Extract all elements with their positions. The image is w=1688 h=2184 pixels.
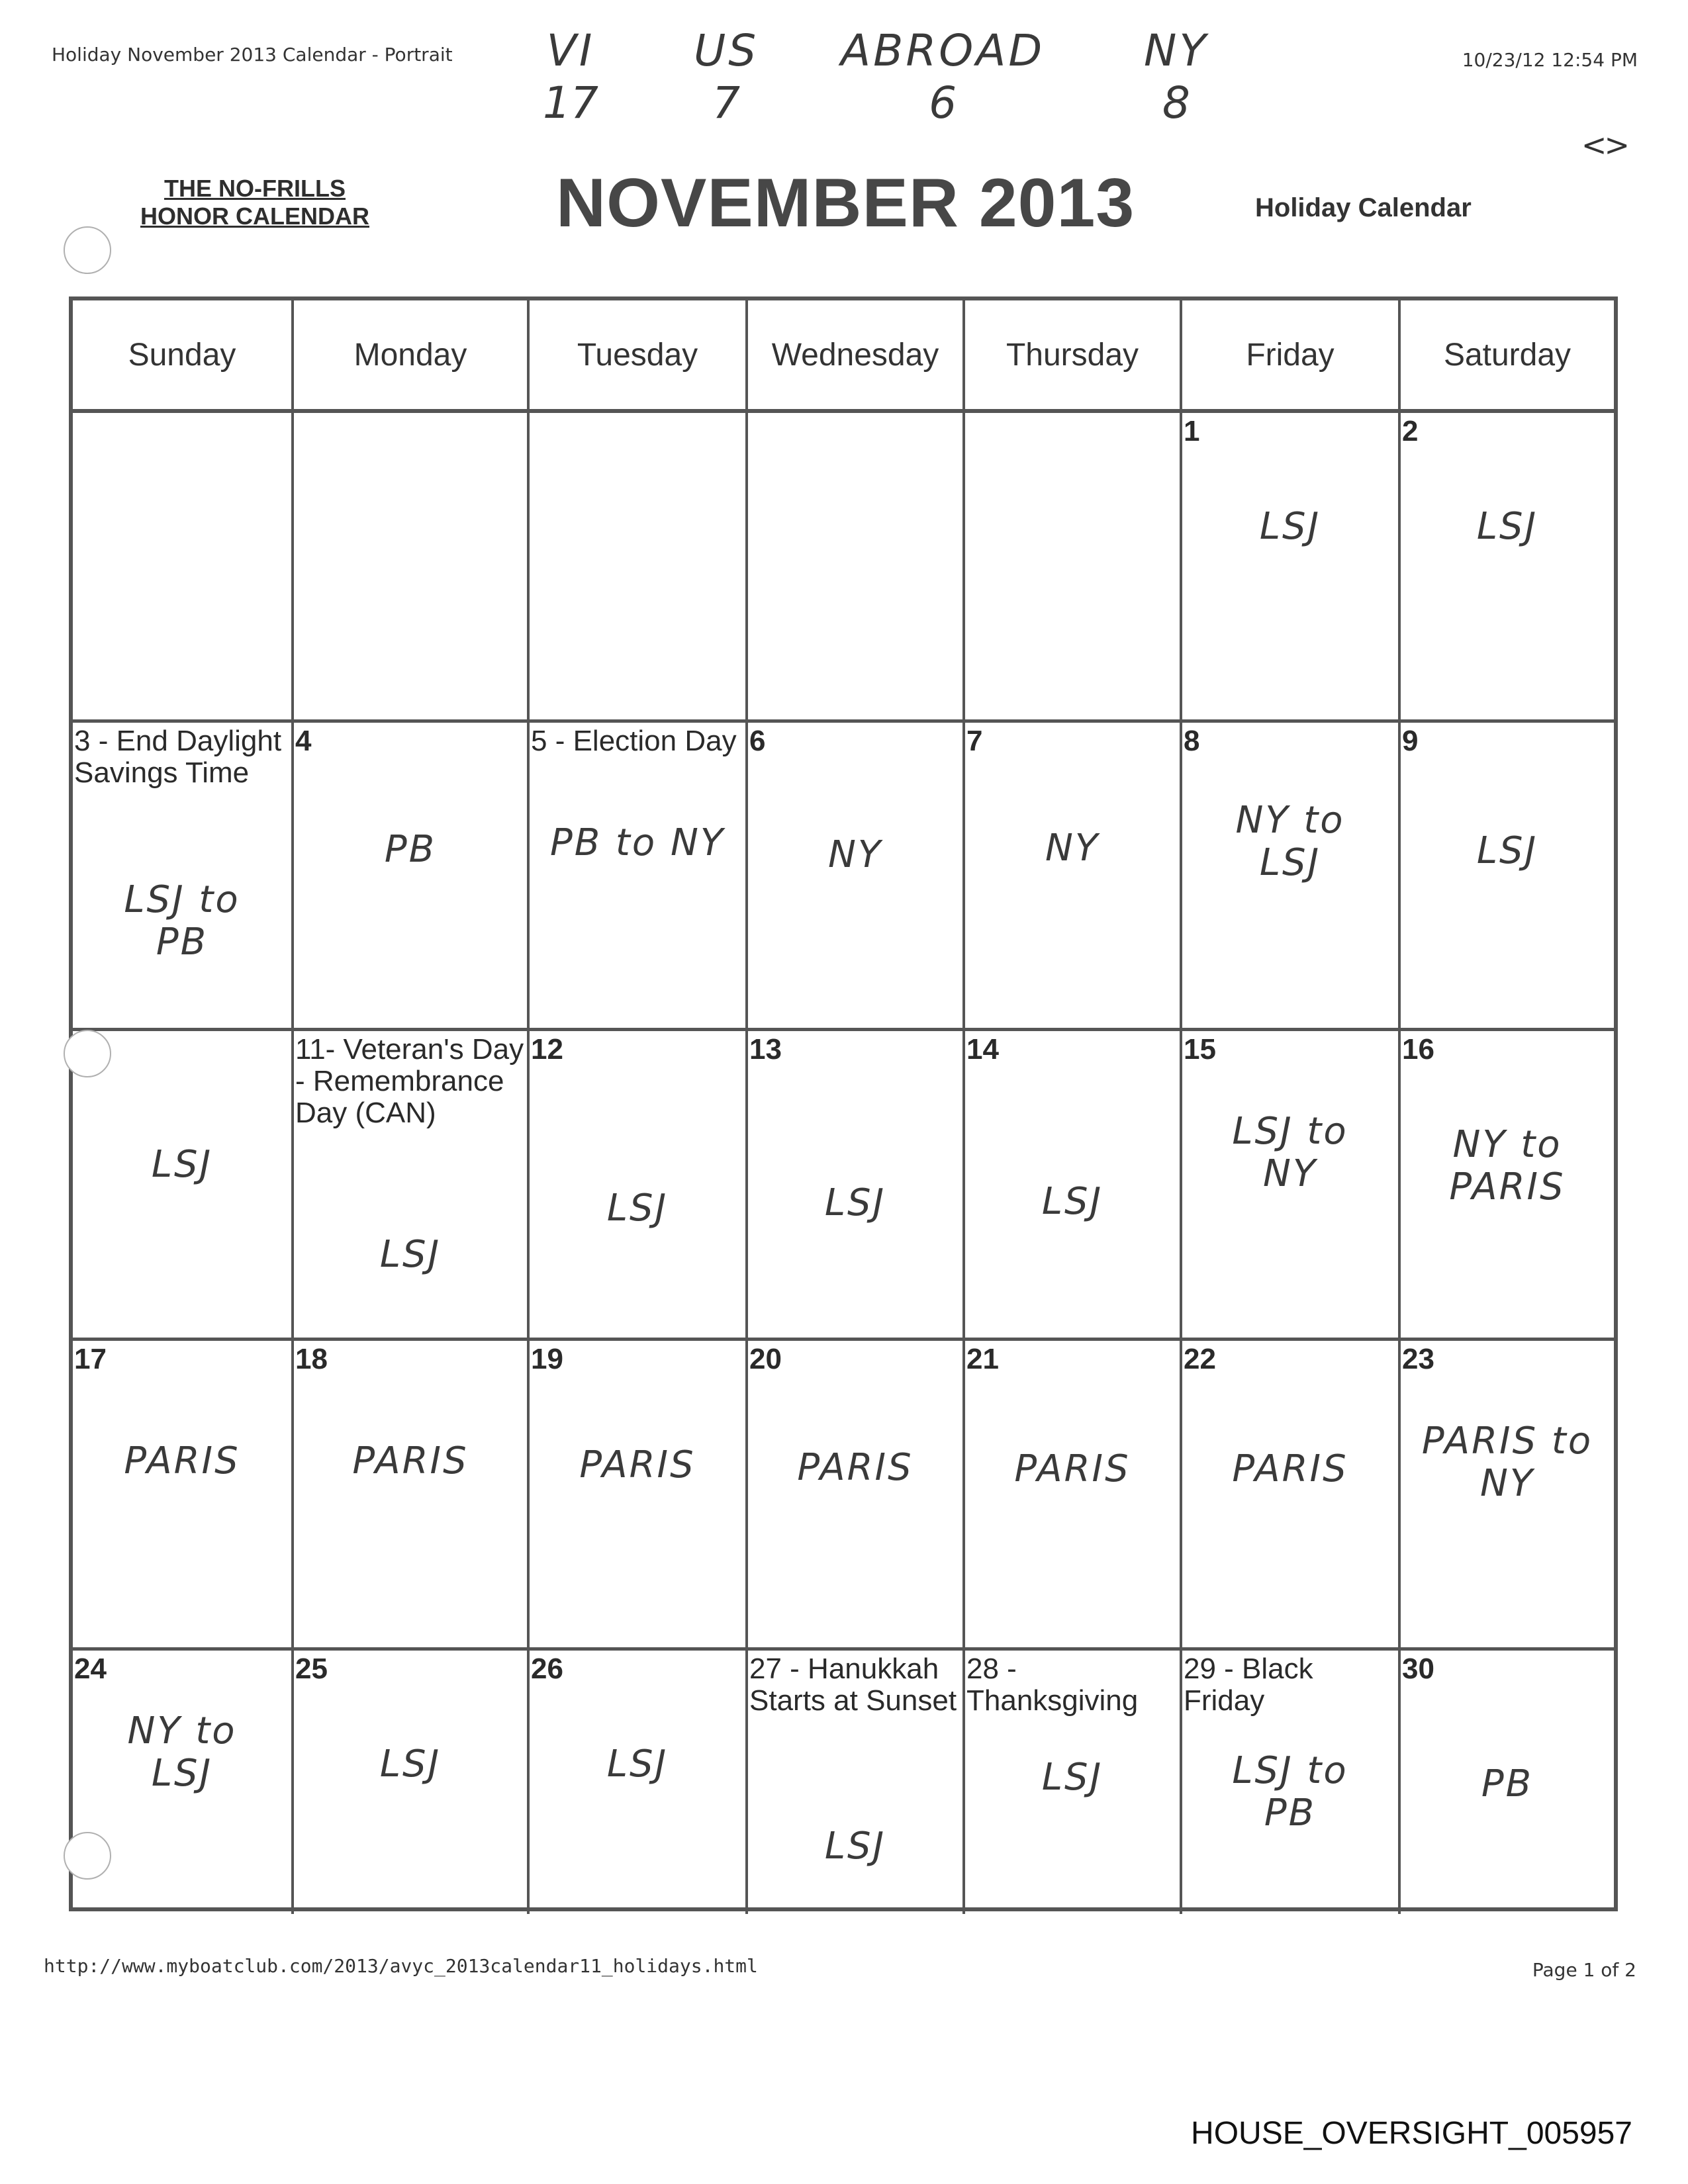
day-label: 21 [966,1343,999,1375]
calendar-grid [73,413,1614,1907]
page-subtitle: Holiday Calendar [1255,193,1472,222]
day-label: 17 [74,1343,107,1375]
nav-arrows-icon[interactable]: <> [1581,127,1627,163]
tally-label: VI [546,25,595,76]
day-cell[interactable] [1182,1651,1401,1914]
day-label: 7 [966,725,983,757]
day-cell[interactable] [748,413,965,723]
day-cell[interactable] [530,1031,748,1341]
day-label: 24 [74,1653,107,1685]
handwritten-note: LSJ [824,1181,886,1224]
handwritten-note: LSJ to PB [1232,1749,1348,1835]
bates-stamp: HOUSE_OVERSIGHT_005957 [1191,2116,1632,2151]
handwritten-note: PARIS [797,1446,914,1489]
handwritten-note: LSJ [1259,505,1321,548]
day-label: 29 - Black Friday [1184,1653,1313,1717]
tally-us [694,25,759,128]
punch-hole-icon [64,1030,111,1077]
tally-count: 17 [543,77,598,128]
weekday-header: Saturday [1443,337,1571,373]
day-label: 14 [966,1033,999,1066]
punch-hole-icon [64,226,111,274]
source-url[interactable]: http://www.myboatclub.com/2013/avyc_2013calendar11_holidays.html [44,1955,758,1977]
day-cell[interactable] [965,1341,1182,1651]
tally-count: 8 [1162,77,1190,128]
handwritten-note: LSJ [606,1743,669,1786]
day-label: 23 [1402,1343,1434,1375]
handwritten-note: PARIS [352,1439,469,1482]
weekday-header: Wednesday [748,300,965,409]
day-label: 15 [1184,1033,1216,1066]
day-label: 22 [1184,1343,1216,1375]
day-cell[interactable] [1182,1341,1401,1651]
handwritten-note: LSJ [1041,1180,1103,1223]
day-cell[interactable] [294,1341,530,1651]
day-cell[interactable] [748,1341,965,1651]
day-cell[interactable] [1401,413,1614,723]
handwritten-note: LSJ [379,1743,442,1786]
day-label: 13 [749,1033,782,1066]
day-cell[interactable] [294,1651,530,1914]
handwritten-note: PARIS [579,1443,696,1486]
day-label: 20 [749,1343,782,1375]
tally-label: ABROAD [841,25,1045,76]
handwritten-note: NY [1045,827,1100,870]
day-label: 28 - Thanksgiving [966,1653,1139,1717]
tally-label: NY [1144,25,1209,76]
day-label: 16 [1402,1033,1434,1066]
day-label: 27 - Hanukkah Starts at Sunset [749,1653,957,1717]
handwritten-note: LSJ [1041,1756,1103,1799]
day-cell[interactable] [73,413,294,723]
print-header-title: Holiday November 2013 Calendar - Portrait [52,44,453,66]
day-cell[interactable] [1182,413,1401,723]
tally-abroad [841,25,1045,128]
handwritten-note: PARIS [1232,1447,1348,1490]
tally-count: 6 [929,77,957,128]
day-cell[interactable] [965,1031,1182,1341]
day-cell[interactable] [965,1651,1182,1914]
handwritten-note: LSJ to NY [1232,1110,1348,1195]
day-label: 30 [1402,1653,1434,1685]
handwritten-note: LSJ to PB [124,878,240,964]
day-label: 12 [531,1033,563,1066]
day-label: 2 [1402,415,1419,447]
handwritten-note: PARIS [124,1439,240,1482]
brand-link[interactable] [140,175,369,230]
day-cell[interactable] [965,723,1182,1031]
handwritten-note: PARIS [1014,1447,1131,1490]
day-label: 8 [1184,725,1200,757]
handwritten-note: LSJ [1476,505,1538,548]
tally-vi [543,25,598,128]
day-cell[interactable] [1401,1651,1614,1914]
weekday-header: Tuesday [530,300,748,409]
print-timestamp: 10/23/12 12:54 PM [1462,49,1638,71]
handwritten-note: NY to LSJ [1235,799,1345,884]
day-cell[interactable] [73,1341,294,1651]
handwritten-note: LSJ [379,1233,442,1276]
brand-line-2: HONOR CALENDAR [140,203,369,230]
day-cell[interactable] [73,1031,294,1341]
tally-label: US [694,25,759,76]
handwritten-note: NY to LSJ [127,1709,237,1795]
handwritten-note: LSJ [1476,829,1538,872]
day-label: 18 [295,1343,328,1375]
handwritten-note: PB [384,828,437,871]
day-cell[interactable] [1401,1031,1614,1341]
brand-line-1: THE NO-FRILLS [164,175,346,202]
handwritten-note: LSJ [606,1187,669,1230]
handwritten-note: PB [1481,1762,1534,1805]
day-label: 26 [531,1653,563,1685]
weekday-header: Sunday [73,300,294,409]
day-label: 11- Veteran's Day - Remembrance Day (CAN) [295,1033,524,1129]
day-cell[interactable] [73,1651,294,1914]
punch-hole-icon [64,1832,111,1880]
day-label: 5 - Election Day [531,725,737,757]
day-cell[interactable] [748,1651,965,1914]
handwritten-note: NY [827,833,883,876]
page-title: NOVEMBER 2013 [556,165,1135,242]
weekday-header-row [73,300,1614,413]
day-cell[interactable] [748,723,965,1031]
month-calendar [69,296,1618,1911]
day-cell[interactable] [530,1341,748,1651]
day-cell[interactable] [530,1651,748,1914]
day-cell[interactable] [294,723,530,1031]
day-label: 4 [295,725,312,757]
day-cell[interactable] [965,413,1182,723]
day-cell[interactable] [73,723,294,1031]
weekday-header: Thursday [965,300,1182,409]
handwritten-note: NY to PARIS [1449,1123,1566,1208]
day-label: 19 [531,1343,563,1375]
tally-count: 7 [712,77,741,128]
day-cell[interactable] [1401,1341,1614,1651]
day-label: 1 [1184,415,1200,447]
day-label: 3 - End Daylight Savings Time [74,725,282,789]
day-label: 9 [1402,725,1419,757]
day-cell[interactable] [530,413,748,723]
day-cell[interactable] [748,1031,965,1341]
handwritten-note: LSJ [151,1143,213,1186]
weekday-header: Friday [1182,300,1401,409]
day-cell[interactable] [1182,723,1401,1031]
day-cell[interactable] [1182,1031,1401,1341]
day-cell[interactable] [530,723,748,1031]
tally-ny [1144,25,1209,128]
page-number: Page 1 of 2 [1532,1959,1636,1981]
day-cell[interactable] [294,1031,530,1341]
weekday-header: Monday [294,300,530,409]
day-label: 6 [749,725,766,757]
day-label: 25 [295,1653,328,1685]
day-cell[interactable] [1401,723,1614,1031]
handwritten-note: LSJ [824,1825,886,1868]
handwritten-note: PARIS to NY [1421,1420,1593,1505]
handwritten-note: PB to NY [549,821,726,864]
day-cell[interactable] [294,413,530,723]
